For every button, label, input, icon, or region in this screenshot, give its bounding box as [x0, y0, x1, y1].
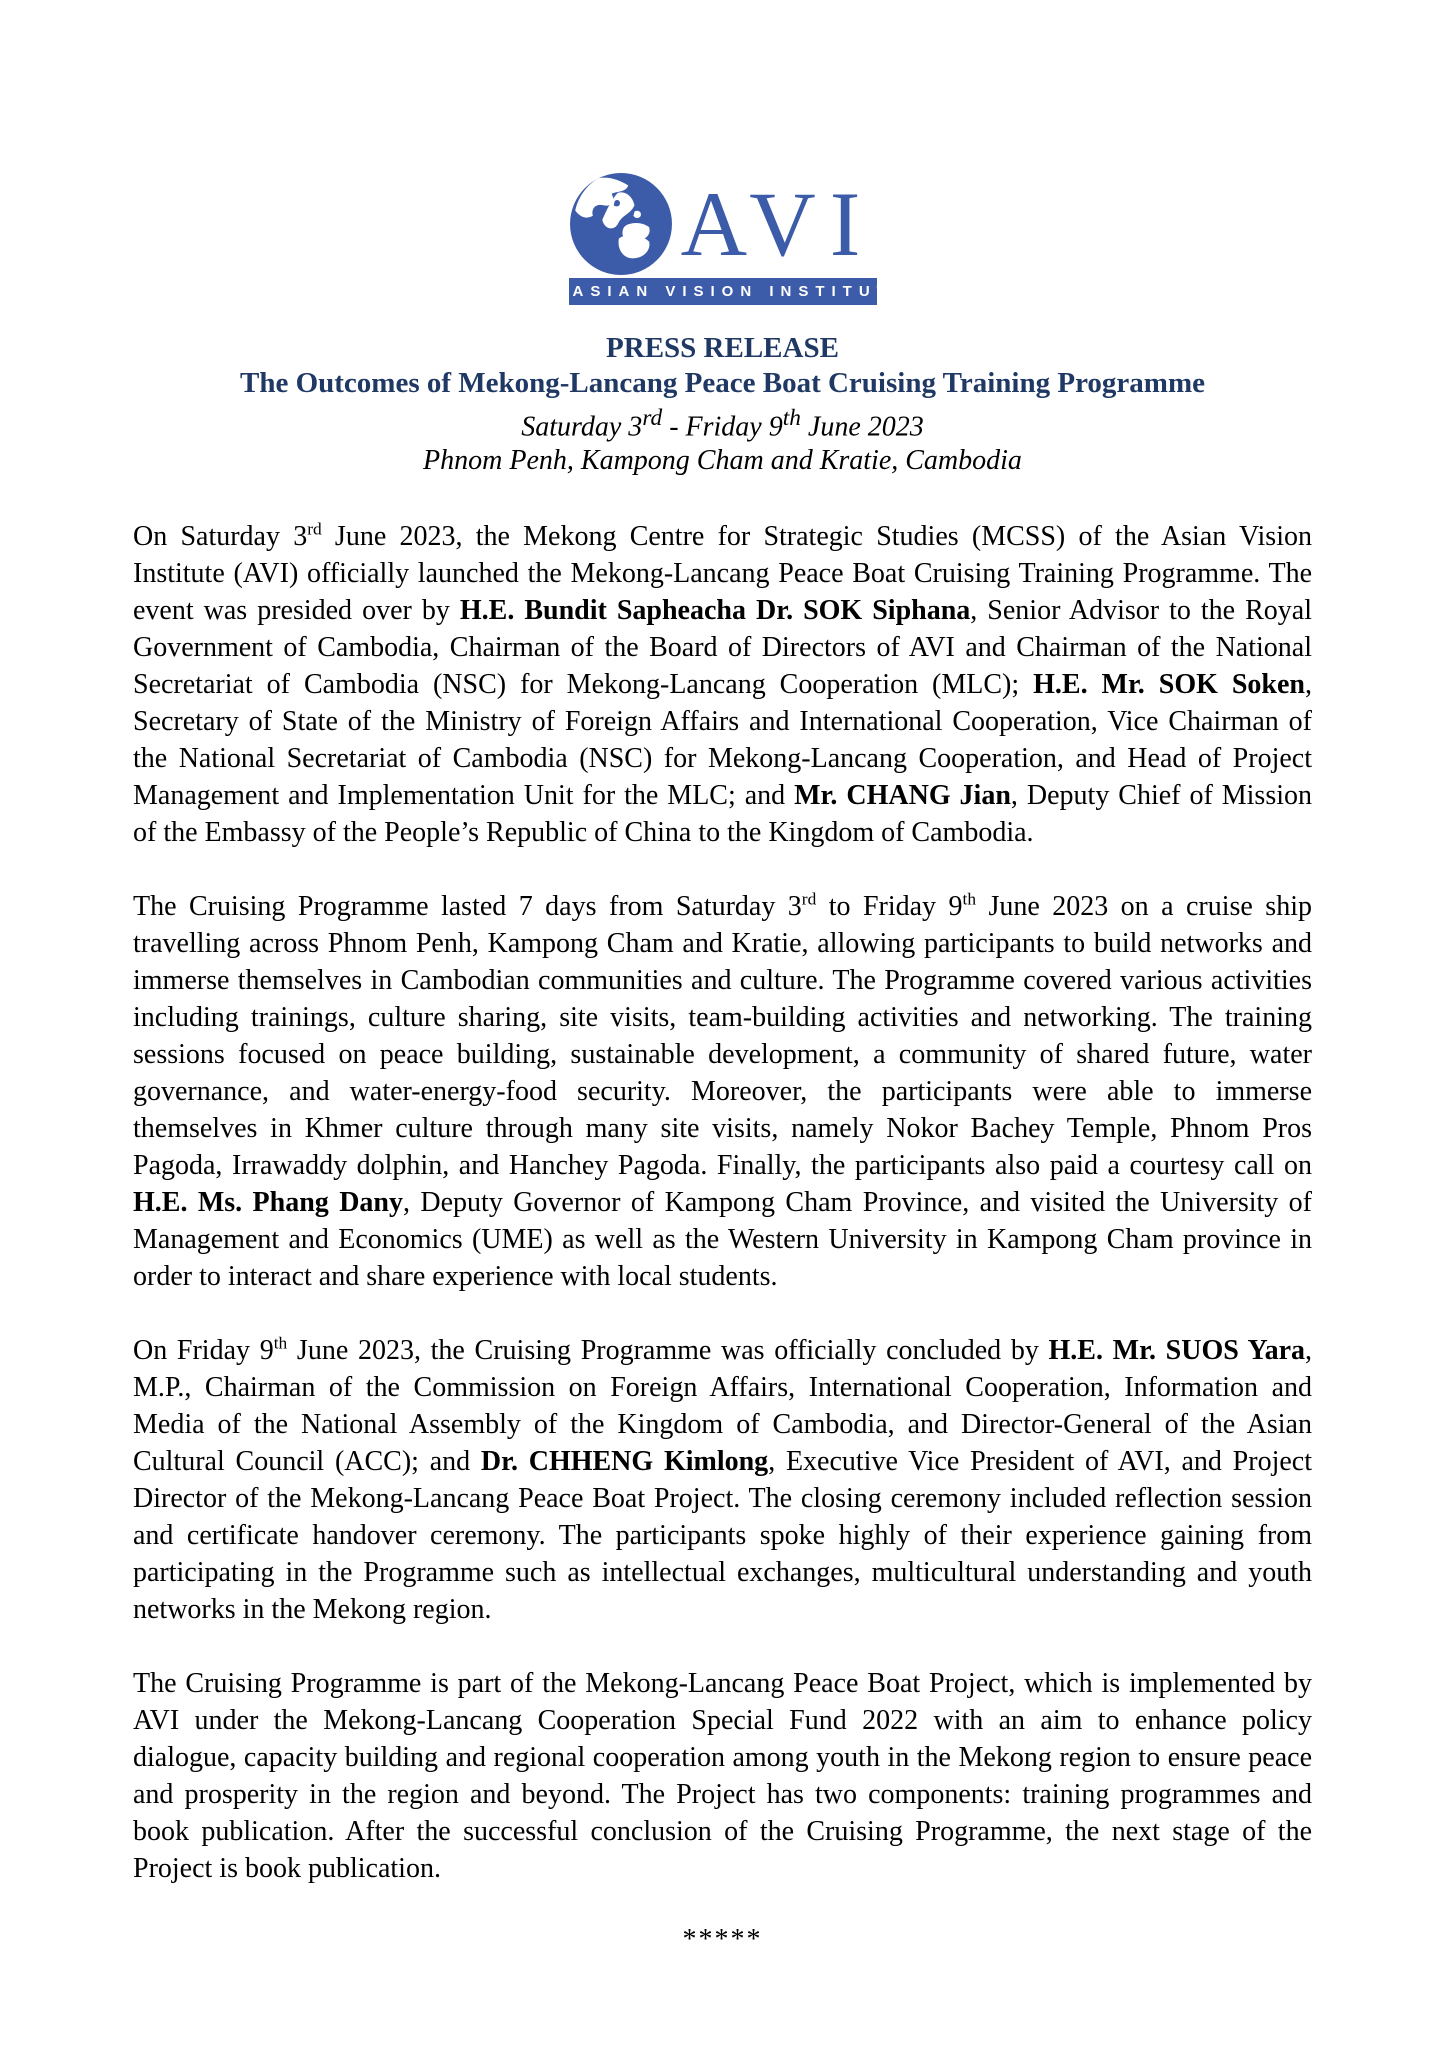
location-line: Phnom Penh, Kampong Cham and Kratie, Cambodia	[423, 445, 1022, 477]
text-run: , Secretary of State of the Ministry of Foreign Affairs and International Cooperation, Vice Chairman of the National Secretariat of Cambodia (NSC) for Mekong-Lancang Cooperation, and Head of Project Management and Implementation Unit for the MLC; and	[133, 669, 1313, 812]
press-release-paragraph	[133, 1332, 1312, 1628]
text-run: rd	[307, 520, 322, 539]
text-run: th	[782, 405, 801, 431]
press-release-label: PRESS RELEASE	[606, 332, 839, 364]
text-run: , Deputy Chief of Mission of the Embassy of the People’s Republic of China to the Kingdom of Cambodia.	[133, 780, 1312, 849]
text-run: to Friday 9	[816, 891, 963, 923]
text-run: th	[273, 1334, 288, 1353]
text-run: The Cruising Programme lasted 7 days from Saturday 3	[133, 891, 802, 923]
text-run: , Deputy Governor of Kampong Cham Province, and visited the University of Management and Economics (UME) as well as the Western University in Kampong Cham province in order to interact and share experience with local students.	[133, 1187, 1313, 1293]
document-header	[133, 331, 1312, 478]
text-run: H.E. Mr. SUOS Yara	[1048, 1335, 1306, 1367]
document-body	[133, 518, 1312, 1887]
avi-acronym: AVI	[680, 173, 875, 275]
text-run: June 2023	[800, 411, 924, 443]
avi-logo-top	[569, 172, 877, 276]
text-run: H.E. Mr. SOK Soken	[1033, 669, 1306, 701]
text-run: th	[962, 890, 977, 909]
text-run: June 2023, the Cruising Programme was officially concluded by	[287, 1335, 1049, 1367]
text-run: On Saturday 3	[133, 521, 308, 553]
press-release-paragraph	[133, 1665, 1312, 1887]
text-run: June 2023, the Mekong Centre for Strategic Studies (MCSS) of the Asian Vision Institute (AVI) officially launched the Mekong-Lancang Peace Boat Cruising Training Programme. The event was presided over by	[133, 521, 1312, 627]
text-run: The Cruising Programme is part of the Mekong-Lancang Peace Boat Project, which is implemented by AVI under the Mekong-Lancang Cooperation Special Fund 2022 with an aim to enhance policy dialogue, capacity building and regional cooperation among youth in the Mekong region to ensure peace and prosperity in the region and beyond. The Project has two components: training programmes and book publication. After the successful conclusion of the Cruising Programme, the next stage of the Project is book publication.	[133, 1668, 1312, 1885]
text-run: rd	[801, 890, 817, 909]
text-run: Mr. CHANG Jian	[794, 780, 1011, 812]
text-run: , Senior Advisor to the Royal Government of Cambodia, Chairman of the Board of Directors of AVI and Chairman of the National Secretariat of Cambodia (NSC) for Mekong-Lancang Cooperation (MLC);	[133, 595, 1313, 701]
avi-logo	[569, 172, 910, 305]
text-run: H.E. Bundit Sapheacha Dr. SOK Siphana	[459, 595, 971, 627]
text-run: Dr. CHHENG Kimlong	[480, 1446, 769, 1478]
end-separator: *****	[682, 1924, 763, 1956]
press-release-paragraph	[133, 888, 1312, 1295]
text-run: , M.P., Chairman of the Commission on Foreign Affairs, International Cooperation, Information and Media of the National Assembly of the Kingdom of Cambodia, and Director-General of the Asian Cultural Council (ACC); and	[133, 1335, 1313, 1478]
text-run: , Executive Vice President of AVI, and Project Director of the Mekong-Lancang Peace Boat Project. The closing ceremony included reflection session and certificate handover ceremony. The participants spoke highly of their experience gaining from participating in the Programme such as intellectual exchanges, multicultural understanding and youth networks in the Mekong region.	[133, 1446, 1312, 1626]
press-release-paragraph	[133, 518, 1312, 851]
text-run: June 2023 on a cruise ship travelling across Phnom Penh, Kampong Cham and Kratie, allowing participants to build networks and immerse themselves in Cambodian communities and culture. The Programme covered various activities including trainings, culture sharing, site visits, team-building activities and networking. The training sessions focused on peace building, sustainable development, a community of shared future, water governance, and water-energy-food security. Moreover, the participants were able to immerse themselves in Khmer culture through many site visits, namely Nokor Bachey Temple, Phnom Pros Pagoda, Irrawaddy dolphin, and Hanchey Pagoda. Finally, the participants also paid a courtesy call on	[133, 891, 1312, 1182]
text-run: Saturday 3	[521, 411, 643, 443]
text-run: - Friday 9	[662, 411, 783, 443]
text-run: H.E. Ms. Phang Dany	[133, 1187, 403, 1219]
globe-asia-icon	[569, 172, 673, 276]
text-run: rd	[642, 405, 663, 431]
text-run: On Friday 9	[133, 1335, 274, 1367]
avi-banner: ASIAN VISION INSTITUTE	[569, 278, 877, 305]
document-title: The Outcomes of Mekong-Lancang Peace Boat Cruising Training Programme	[240, 367, 1205, 399]
date-line	[133, 401, 1312, 444]
